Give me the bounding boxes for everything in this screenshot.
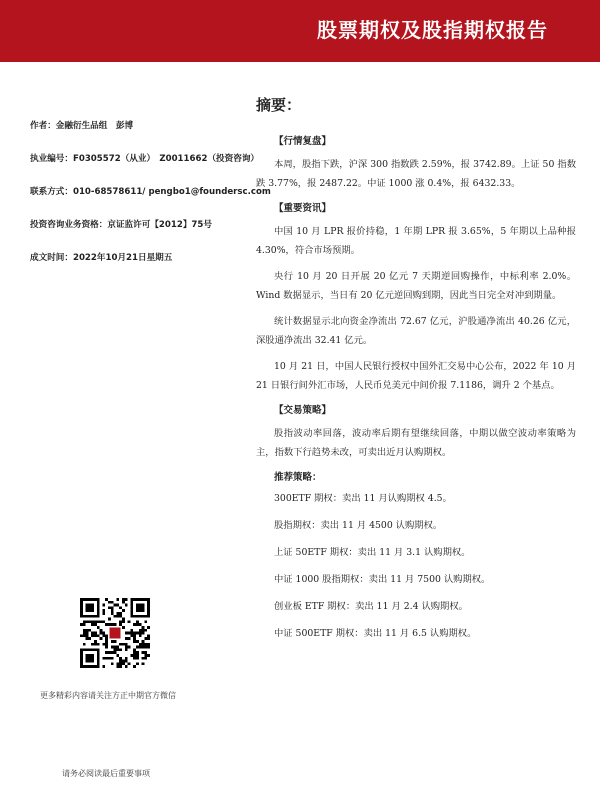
market-review-paragraph: 本周，股指下跌，沪深 300 指数跌 2.59%，报 3742.89。上证 50 指数跌 3.77%，报 2487.22。中证 1000 涨 0.4%，报 6432.33。 [256,159,576,189]
date-line: 成文时间：2022年10月21日星期五 [30,253,173,263]
contact-line: 联系方式：010-68578611/ pengbo1@foundersc.com [30,187,271,197]
author-info [30,120,271,285]
qr-caption: 更多精彩内容请关注方正中期官方微信 [40,691,176,700]
news-paragraph: 央行 10 月 20 日开展 20 亿元 7 天期逆回购操作，中标利率 2.0%。Wind 数据显示，当日有 20 亿元逆回购到期，因此当日完全对冲到期量。 [256,271,576,301]
recommend-label: 推荐策略： [274,472,322,483]
recommendation-item: 上证 50ETF 期权：卖出 11 月 3.1 认购期权。 [274,547,471,558]
recommendation-item: 股指期权：卖出 11 月 4500 认购期权。 [274,520,443,531]
abstract-title: 摘要： [256,96,302,114]
qualification-line: 投资咨询业务资格：京证监许可【2012】75号 [30,220,212,230]
news-heading: 【重要资讯】 [274,203,332,214]
wechat-qr-code [80,598,150,668]
news-paragraph: 统计数据显示北向资金净流出 72.67 亿元，沪股通净流出 40.26 亿元，深股通净流出 32.41 亿元。 [256,316,576,346]
report-title: 股票期权及股指期权报告 [317,18,548,42]
recommendation-item: 300ETF 期权：卖出 11 月认购期权 4.5。 [274,493,452,504]
qr-code-image [80,598,150,668]
license-number-line: 执业编号：F0305572（从业） Z0011662（投资咨询） [30,154,260,164]
news-paragraph: 中国 10 月 LPR 报价持稳，1 年期 LPR 报 3.65%，5 年期以上品种报 4.30%，符合市场预期。 [256,226,576,256]
report-header-banner [0,0,600,62]
news-paragraph: 10 月 21 日，中国人民银行授权中国外汇交易中心公布，2022 年 10 月 21 日银行间外汇市场，人民币兑美元中间价报 7.1186，调升 2 个基点。 [256,361,576,391]
author-line: 作者：金融衍生品组 彭博 [30,121,134,131]
recommendation-item: 中证 500ETF 期权：卖出 11 月 6.5 认购期权。 [274,628,477,639]
recommendation-item: 创业板 ETF 期权：卖出 11 月 2.4 认购期权。 [274,601,468,612]
footer-disclaimer-note: 请务必阅读最后重要事项 [62,769,150,778]
recommendation-item: 中证 1000 股指期权：卖出 11 月 7500 认购期权。 [274,574,491,585]
strategy-heading: 【交易策略】 [274,405,332,416]
abstract-section [256,94,576,655]
market-review-heading: 【行情复盘】 [274,136,332,147]
strategy-paragraph: 股指波动率回落，波动率后期有望继续回落，中期以做空波动率策略为主，指数下行趋势未改，可卖出近月认购期权。 [256,428,576,458]
